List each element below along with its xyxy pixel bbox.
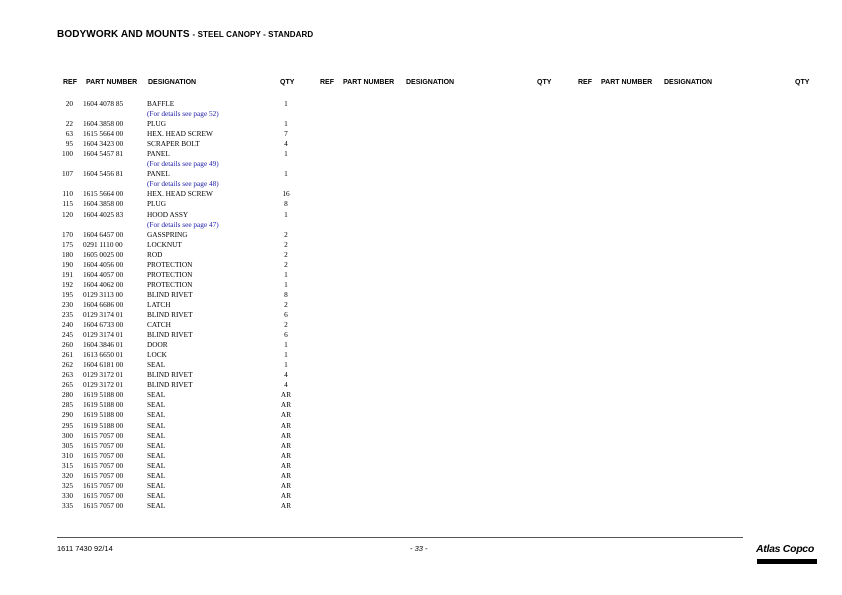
cell-qty: 1 xyxy=(284,149,288,159)
cell-qty: 8 xyxy=(284,289,288,299)
cell-designation: HOOD ASSY xyxy=(147,209,189,219)
table-row xyxy=(57,169,302,179)
cell-designation: ROD xyxy=(147,249,163,259)
table-row xyxy=(57,360,302,370)
cell-ref: 290 xyxy=(62,410,73,420)
col-header-designation-3: DESIGNATION xyxy=(664,79,713,86)
cell-qty: AR xyxy=(280,430,292,440)
cell-qty: 6 xyxy=(284,330,288,340)
cell-designation: SEAL xyxy=(147,470,166,480)
cell-designation: BLIND RIVET xyxy=(147,330,193,340)
cell-part-number: 1604 4025 83 xyxy=(83,209,124,219)
cell-part-number: 1619 5188 00 xyxy=(83,410,124,420)
cell-designation: BLIND RIVET xyxy=(147,380,193,390)
table-row xyxy=(57,119,302,129)
cell-qty: 1 xyxy=(284,99,288,108)
cell-qty: 4 xyxy=(284,139,288,149)
col-header-qty-3: QTY xyxy=(795,79,810,86)
document-number: 1611 7430 92/14 xyxy=(57,544,113,553)
cell-qty: 1 xyxy=(284,169,288,179)
cell-qty: 1 xyxy=(284,119,288,129)
detail-reference-note: (For details see page 47) xyxy=(147,219,219,229)
table-note-row xyxy=(57,220,302,230)
table-row xyxy=(57,340,302,350)
cell-part-number: 1615 7057 00 xyxy=(83,450,124,460)
cell-qty: 1 xyxy=(284,340,288,350)
col-header-ref-3: REF xyxy=(578,79,592,86)
cell-qty: 7 xyxy=(284,129,288,139)
col-header-part-number-1: PART NUMBER xyxy=(86,79,138,86)
table-row xyxy=(57,230,302,240)
cell-ref: 100 xyxy=(62,149,73,159)
cell-designation: PROTECTION xyxy=(147,259,193,269)
cell-designation: CATCH xyxy=(147,320,171,330)
cell-part-number: 1615 7057 00 xyxy=(83,490,124,500)
table-row xyxy=(57,310,302,320)
cell-part-number: 1604 5456 81 xyxy=(83,169,124,179)
cell-part-number: 1619 5188 00 xyxy=(83,390,124,400)
cell-designation: SEAL xyxy=(147,430,166,440)
cell-ref: 280 xyxy=(62,390,73,400)
cell-ref: 120 xyxy=(62,209,73,219)
table-row xyxy=(57,99,302,109)
cell-ref: 260 xyxy=(62,340,73,350)
table-row xyxy=(57,501,302,511)
table-row xyxy=(57,240,302,250)
cell-ref: 170 xyxy=(62,229,73,239)
logo-bar xyxy=(757,559,817,564)
page-number: - 33 - xyxy=(410,544,428,553)
table-row xyxy=(57,189,302,199)
cell-qty: AR xyxy=(280,460,292,470)
table-note-row xyxy=(57,179,302,189)
cell-ref: 335 xyxy=(62,500,73,510)
cell-part-number: 1604 5457 81 xyxy=(83,149,124,159)
cell-designation: SEAL xyxy=(147,500,166,510)
cell-designation: SEAL xyxy=(147,410,166,420)
table-row xyxy=(57,210,302,220)
cell-designation: BAFFLE xyxy=(147,99,175,108)
cell-ref: 192 xyxy=(62,279,73,289)
cell-part-number: 1604 6457 00 xyxy=(83,229,124,239)
cell-part-number: 1604 6686 00 xyxy=(83,299,124,309)
cell-part-number: 1613 6650 01 xyxy=(83,350,124,360)
cell-ref: 235 xyxy=(62,309,73,319)
cell-qty: 16 xyxy=(282,189,290,199)
cell-designation: SEAL xyxy=(147,420,166,430)
cell-part-number: 1615 7057 00 xyxy=(83,470,124,480)
cell-qty: 2 xyxy=(284,249,288,259)
table-row xyxy=(57,461,302,471)
table-row xyxy=(57,129,302,139)
title-sub: - STEEL CANOPY - STANDARD xyxy=(192,30,314,39)
cell-ref: 320 xyxy=(62,470,73,480)
cell-part-number: 1615 7057 00 xyxy=(83,460,124,470)
cell-part-number: 1615 5664 00 xyxy=(83,189,124,199)
cell-part-number: 0129 3172 01 xyxy=(83,370,124,380)
cell-qty: 1 xyxy=(284,209,288,219)
table-row xyxy=(57,370,302,380)
cell-designation: SEAL xyxy=(147,390,166,400)
cell-part-number: 1604 6733 00 xyxy=(83,320,124,330)
table-row xyxy=(57,270,302,280)
cell-ref: 300 xyxy=(62,430,73,440)
cell-part-number: 1604 6181 00 xyxy=(83,360,124,370)
table-note-row xyxy=(57,159,302,169)
table-row xyxy=(57,471,302,481)
cell-ref: 245 xyxy=(62,330,73,340)
cell-designation: GASSPRING xyxy=(147,229,188,239)
cell-designation: SEAL xyxy=(147,360,166,370)
cell-qty: 2 xyxy=(284,299,288,309)
cell-ref: 190 xyxy=(62,259,73,269)
table-row xyxy=(57,260,302,270)
cell-part-number: 1605 0025 00 xyxy=(83,249,124,259)
cell-qty: 2 xyxy=(284,320,288,330)
table-row xyxy=(57,400,302,410)
table-row xyxy=(57,300,302,310)
cell-ref: 262 xyxy=(62,360,73,370)
table-row xyxy=(57,280,302,290)
cell-qty: 4 xyxy=(284,370,288,380)
cell-qty: 1 xyxy=(284,279,288,289)
table-row xyxy=(57,320,302,330)
cell-ref: 191 xyxy=(62,269,73,279)
table-row xyxy=(57,330,302,340)
cell-part-number: 1604 3858 00 xyxy=(83,119,124,129)
cell-ref: 305 xyxy=(62,440,73,450)
table-row xyxy=(57,390,302,400)
cell-designation: PROTECTION xyxy=(147,269,193,279)
cell-ref: 240 xyxy=(62,320,73,330)
cell-ref: 195 xyxy=(62,289,73,299)
cell-part-number: 0129 3174 01 xyxy=(83,330,124,340)
cell-ref: 285 xyxy=(62,400,73,410)
cell-part-number: 1615 7057 00 xyxy=(83,430,124,440)
cell-ref: 110 xyxy=(62,189,73,199)
cell-qty: AR xyxy=(280,450,292,460)
detail-reference-note: (For details see page 52) xyxy=(147,109,219,119)
cell-ref: 295 xyxy=(62,420,73,430)
cell-qty: AR xyxy=(280,490,292,500)
cell-part-number: 1615 7057 00 xyxy=(83,500,124,510)
atlas-copco-logo xyxy=(756,543,818,567)
cell-ref: 107 xyxy=(62,169,73,179)
cell-qty: AR xyxy=(280,400,292,410)
cell-part-number: 0129 3113 00 xyxy=(83,289,123,299)
cell-part-number: 1604 4062 00 xyxy=(83,279,124,289)
cell-designation: LATCH xyxy=(147,299,171,309)
cell-qty: 4 xyxy=(284,380,288,390)
cell-designation: SCRAPER BOLT xyxy=(147,139,200,149)
cell-designation: PANEL xyxy=(147,149,170,159)
table-row xyxy=(57,250,302,260)
cell-qty: AR xyxy=(280,410,292,420)
col-header-ref-2: REF xyxy=(320,79,334,86)
cell-qty: AR xyxy=(280,440,292,450)
cell-designation: BLIND RIVET xyxy=(147,309,193,319)
cell-part-number: 0291 1110 00 xyxy=(83,239,123,249)
col-header-ref-1: REF xyxy=(63,79,77,86)
cell-ref: 22 xyxy=(65,119,73,129)
cell-ref: 180 xyxy=(62,249,73,259)
cell-qty: AR xyxy=(280,390,292,400)
cell-designation: PLUG xyxy=(147,199,167,209)
col-header-part-number-3: PART NUMBER xyxy=(601,79,653,86)
cell-designation: SEAL xyxy=(147,450,166,460)
title-main: BODYWORK AND MOUNTS xyxy=(57,29,190,40)
page-title xyxy=(57,29,313,40)
table-row xyxy=(57,199,302,209)
cell-qty: AR xyxy=(280,420,292,430)
parts-list xyxy=(57,99,302,511)
col-header-designation-2: DESIGNATION xyxy=(406,79,455,86)
cell-designation: PROTECTION xyxy=(147,279,193,289)
detail-reference-note: (For details see page 49) xyxy=(147,159,219,169)
cell-designation: SEAL xyxy=(147,400,166,410)
cell-part-number: 1615 7057 00 xyxy=(83,480,124,490)
cell-ref: 315 xyxy=(62,460,73,470)
col-header-designation-1: DESIGNATION xyxy=(148,79,197,86)
detail-reference-note: (For details see page 48) xyxy=(147,179,219,189)
cell-part-number: 1604 3858 00 xyxy=(83,199,124,209)
cell-part-number: 1619 5188 00 xyxy=(83,400,124,410)
table-row xyxy=(57,421,302,431)
cell-designation: DOOR xyxy=(147,340,168,350)
cell-ref: 175 xyxy=(62,239,73,249)
table-row xyxy=(57,410,302,420)
logo-wordmark: Atlas Copco xyxy=(756,543,814,555)
table-row xyxy=(57,149,302,159)
table-row xyxy=(57,491,302,501)
col-header-qty-2: QTY xyxy=(537,79,552,86)
cell-ref: 261 xyxy=(62,350,73,360)
cell-qty: 1 xyxy=(284,269,288,279)
cell-designation: PANEL xyxy=(147,169,170,179)
cell-ref: 325 xyxy=(62,480,73,490)
cell-ref: 310 xyxy=(62,450,73,460)
cell-ref: 115 xyxy=(62,199,73,209)
cell-designation: PLUG xyxy=(147,119,167,129)
cell-designation: SEAL xyxy=(147,480,166,490)
cell-ref: 95 xyxy=(65,139,73,149)
cell-qty: 1 xyxy=(284,360,288,370)
cell-ref: 230 xyxy=(62,299,73,309)
cell-part-number: 1619 5188 00 xyxy=(83,420,124,430)
table-row xyxy=(57,431,302,441)
col-header-part-number-2: PART NUMBER xyxy=(343,79,395,86)
footer-divider xyxy=(57,537,743,538)
table-row xyxy=(57,481,302,491)
cell-qty: AR xyxy=(280,500,292,510)
cell-qty: 1 xyxy=(284,350,288,360)
cell-ref: 20 xyxy=(65,99,73,108)
cell-part-number: 0129 3174 01 xyxy=(83,309,124,319)
cell-qty: AR xyxy=(280,480,292,490)
cell-part-number: 1615 5664 00 xyxy=(83,129,124,139)
table-row xyxy=(57,380,302,390)
cell-part-number: 1604 4078 85 xyxy=(83,99,124,108)
cell-designation: HEX. HEAD SCREW xyxy=(147,129,213,139)
table-row xyxy=(57,290,302,300)
cell-ref: 330 xyxy=(62,490,73,500)
cell-designation: BLIND RIVET xyxy=(147,289,193,299)
cell-designation: HEX. HEAD SCREW xyxy=(147,189,213,199)
table-row xyxy=(57,451,302,461)
cell-qty: 8 xyxy=(284,199,288,209)
cell-designation: LOCK xyxy=(147,350,167,360)
cell-qty: 2 xyxy=(284,239,288,249)
col-header-qty-1: QTY xyxy=(280,79,295,86)
cell-designation: SEAL xyxy=(147,490,166,500)
cell-part-number: 0129 3172 01 xyxy=(83,380,124,390)
cell-qty: AR xyxy=(280,470,292,480)
cell-part-number: 1604 3846 01 xyxy=(83,340,124,350)
cell-qty: 6 xyxy=(284,309,288,319)
cell-part-number: 1615 7057 00 xyxy=(83,440,124,450)
cell-ref: 265 xyxy=(62,380,73,390)
cell-part-number: 1604 4056 00 xyxy=(83,259,124,269)
table-row xyxy=(57,139,302,149)
cell-ref: 263 xyxy=(62,370,73,380)
cell-designation: LOCKNUT xyxy=(147,239,182,249)
table-row xyxy=(57,350,302,360)
cell-designation: BLIND RIVET xyxy=(147,370,193,380)
table-note-row xyxy=(57,109,302,119)
cell-part-number: 1604 3423 00 xyxy=(83,139,124,149)
cell-qty: 2 xyxy=(284,259,288,269)
cell-ref: 63 xyxy=(65,129,73,139)
cell-designation: SEAL xyxy=(147,440,166,450)
table-row xyxy=(57,441,302,451)
cell-part-number: 1604 4057 00 xyxy=(83,269,124,279)
cell-qty: 2 xyxy=(284,229,288,239)
cell-designation: SEAL xyxy=(147,460,166,470)
